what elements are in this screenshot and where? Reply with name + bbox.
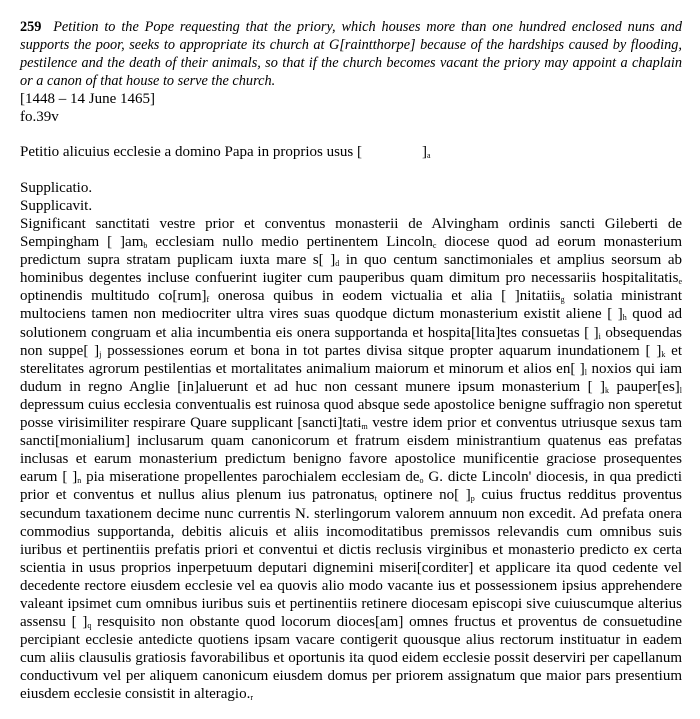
footnote-marker: j [99,349,102,359]
footnote-marker: l [679,385,683,395]
entry-folio: fo.39v [20,109,59,125]
entry-date: [1448 – 14 June 1465] [20,91,155,107]
text-segment: solatia ministrant multociens tamen non mediocriter ultra vires suas quodque dictum monasterium existit aliene [ ] [20,288,682,323]
footnote-marker: d [335,259,340,269]
text-segment: in quo centum sanctimoniales et amplius seorsum ab hominibus degentes incluse confuerint iugiter cum pauperibus quam dimitum pro necessariis hospitalitatis [20,252,682,287]
text-segment: noxios qui iam dudum in regno Anglie [in]aluerunt et ad huc non cessant munere ipsum monasterium [ ] [20,360,682,395]
footnote-marker: f [206,295,210,305]
supplicavit-line: Supplicavit. [20,198,93,214]
footnote-marker: e [678,277,682,287]
footnote-marker: k [661,349,666,359]
entry-number: 259 [20,19,42,35]
entry-description: Petition to the Pope requesting that the priory, which houses more than one hundred enclosed nuns and supports the poor, seeks to appropriate its church at G[raintthorpe] because of the hardships caused by flooding, pestilence and the death of their animals, so that if the church becomes vacant the priory may appoint a chaplain or a canon of that house to serve the church. [20,19,682,89]
footnote-marker: n [77,476,82,486]
footnote-marker: k [605,385,610,395]
title-line [20,143,682,161]
footnote-marker: g [560,295,565,305]
text-segment: pia miseratione propellentes parochialem ecclesiam de [81,469,420,486]
text-segment: diocese quod ad eorum monasterium predictum supra stratam puplicam iuxta mare s[ ] [20,234,683,269]
footnote-marker: a [427,151,431,160]
text-segment: optinendis multitudo co[rum] [20,288,207,305]
footnote-marker: c [432,241,437,251]
text-segment: quod ad solutionem congruam et alia incumbentia eis onera supportanda et hospita[lita]tes consuetas [ ] [20,306,682,341]
footnote-marker: t [374,494,377,504]
footnote-marker: i [598,331,601,341]
footnote-marker: b [143,241,148,251]
text-segment: onerosa quibus in eodem victualia et alia [ ]nitatiis [209,288,561,305]
text-segment: cuius fructus redditus proventus secundum taxationem decime nunc currentis N. sterlingorum valorem annuum non excedit. Ad prefata onera commodius supportanda, debitis alicuis et aliis incomoditatibus premissos relevandis cum omnibus suis iuribus et pertinentiis prefatis priori et conventui et dictis reclusis virginibus et monasterio predicto ex certa scientia in usus proprios inperpetuum deputari dignemini miseri[corditer] et applicare ita quod cedente vel decedente rectore eiusdem ecclesie vel ea quovis alio modo vacante ius et possessionem ipsius apprehendere valeant ipsimet cum omnibus iuribus suis et pertinentiis retinere diocesam episcopi sive cuiuscumque alterius assensu [ ] [20,487,682,631]
supplicatio-line: Supplicatio. [20,180,93,196]
text-segment: obsequendas non suppe[ ] [20,324,682,359]
text-segment: vestre idem prior et conventus utriusque sexus tam sancti[monialium] inclusarum quam canonicorum et fratrum eisdem ministrantium quatenus eas prefatas inclusas et earum monasterium predictum benigno favore apostolice munificentie graciose prosequentes earum [ ] [20,415,683,486]
petition-text [20,215,682,704]
text-segment: Significant sanctitati vestre prior et conventus monasterii de Alvingham ordinis sancti Gileberti de Sempingham [ ]am [20,216,682,251]
text-segment: G. dicte Lincoln' diocesis, in qua predicti prior et conventus et nullus alius plenum ius patronatus [20,469,683,504]
footnote-marker: m [361,422,368,432]
footnote-marker: p [470,494,475,504]
text-segment: pauper[es] [609,378,680,395]
entry-heading [20,18,682,90]
text-segment: resquisito non obstante quod locorum dioces[am] omnes fructus et proventus de consuetudine percipiant ecclesie antedicte quotiens ipsam vacare contigerit quousque alius rectorum instituatur in eadem cum aliis clausulis gratiosis favorabilibus et oportunis ita quod eidem ecclesie possit deserviri per capellanum conductivum vel per aliquem canonicum eiusdem domus per priorem assignatum que maior pars presentium eiusdem ecclesie consistit in alteragio. [20,614,682,703]
title-gap [362,144,422,160]
text-segment: depressum cuius ecclesia conventualis est ruinosa quod absque sede apostolice benigne suffragio non speretut posse virisimiliter respirare Quare supplicant [sancti]tati [20,396,682,432]
footnote-marker: q [87,621,92,631]
title-close: ] [422,144,428,160]
footnote-marker: l [584,367,588,377]
text-segment: ecclesiam nullo medio pertinentem Lincoln [147,234,433,251]
text-segment: et sterelitates agrorum pestilentias et mortalitates animalium maiorum et minorum et alios en[ ] [20,342,682,377]
text-segment: possessiones eorum et bona in tot partes divisa sitque propter aquarum inundationem [ ] [101,342,662,359]
title-text: Petitio alicuius ecclesie a domino Papa in proprios usus [ [20,144,363,160]
footnote-marker: r [250,693,254,703]
footnote-marker: h [622,313,627,323]
footnote-marker: o [419,476,424,486]
text-segment: optinere no[ ] [376,487,471,504]
